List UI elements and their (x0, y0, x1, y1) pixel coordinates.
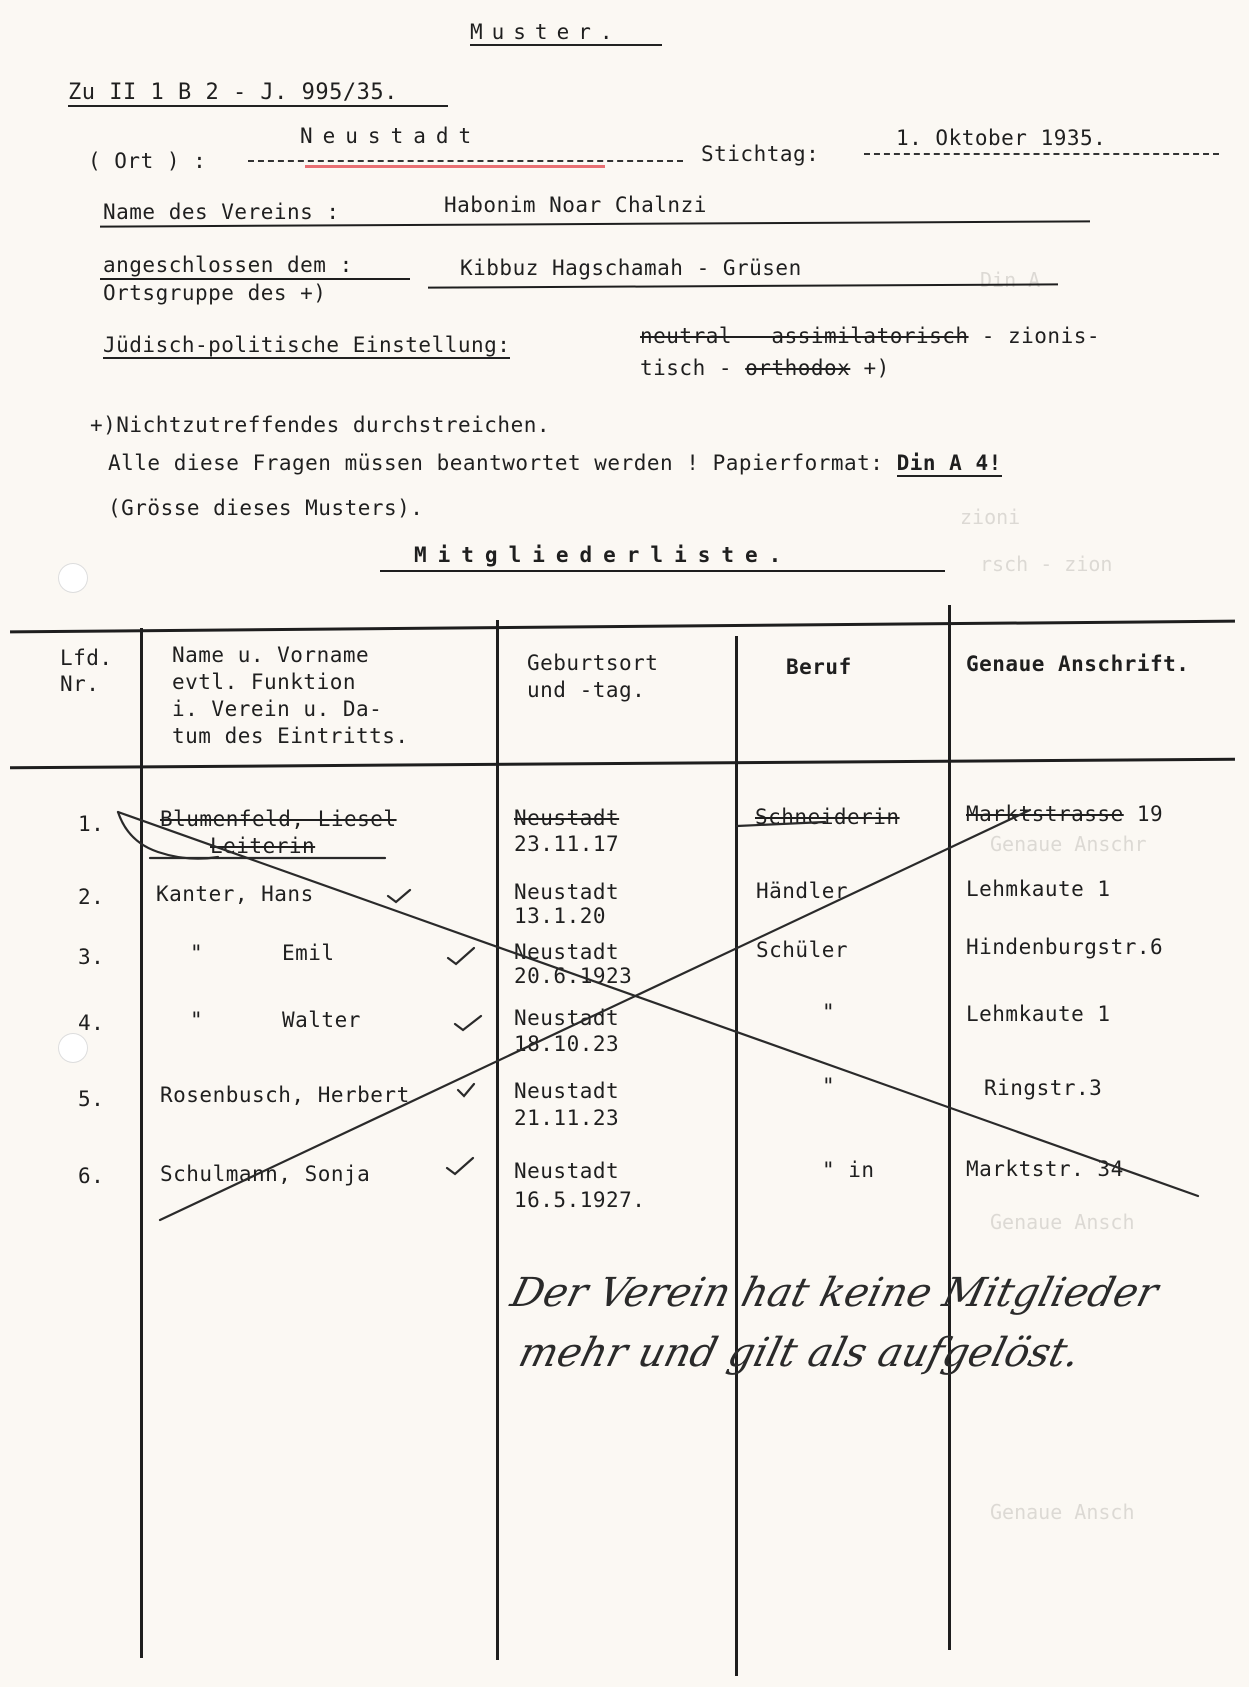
row-geburtsort: Neustadt (514, 940, 620, 964)
row-geburtsort: Neustadt (514, 880, 620, 904)
row-anschrift: Marktstr. 34 (966, 1157, 1124, 1181)
bleed-through: Genaue Anschr (990, 832, 1147, 856)
angeschlossen-value: Kibbuz Hagschamah - Grüsen (460, 256, 802, 280)
bleed-through: Genaue Ansch (990, 1500, 1135, 1524)
header-nr-line: Nr. (60, 672, 100, 696)
handwritten-remark-line-2: mehr und gilt als aufgelöst. (514, 1330, 1085, 1376)
row-anschrift: Lehmkaute 1 (966, 877, 1111, 901)
row-nr: 3. (78, 945, 105, 969)
ort-value: Neustadt (300, 124, 482, 148)
row-beruf: " (822, 1000, 836, 1024)
row-geburtsort: Neustadt (514, 1079, 620, 1103)
verein-value: Habonim Noar Chalnzi (444, 193, 707, 217)
row-anschrift: Lehmkaute 1 (966, 1002, 1111, 1026)
stichtag-value: 1. Oktober 1935. (896, 126, 1107, 150)
row-name: Schulmann, Sonja (160, 1162, 371, 1186)
handwritten-remark-line-1: Der Verein hat keine Mitglieder (506, 1270, 1163, 1316)
check-icon (447, 1158, 473, 1174)
einstellung-struck-1: neutral - assimilatorisch (640, 324, 969, 348)
header-beruf: Beruf (786, 655, 852, 679)
row-geburtsdatum: 21.11.23 (514, 1106, 620, 1130)
row-nr: 2. (78, 885, 105, 909)
row-beruf: " in (822, 1158, 875, 1182)
row-geburtsdatum: 18.10.23 (514, 1032, 620, 1056)
row-function: Leiterin (210, 834, 316, 858)
row-nr: 6. (78, 1164, 105, 1188)
note-line-2-text: Alle diese Fragen müssen beantwortet werden ! Papierformat: (108, 451, 884, 475)
row-name: " Walter (190, 1008, 361, 1032)
bleed-through: Din A (980, 268, 1041, 292)
einstellung-end: +) (850, 356, 890, 380)
strike-stroke (737, 822, 825, 826)
row-nr: 4. (78, 1011, 105, 1035)
row-anschrift: Hindenburgstr.6 (966, 935, 1164, 959)
header-anschrift: Genaue Anschrift. (966, 652, 1190, 676)
bleed-through: zioni (960, 505, 1021, 529)
cross-out-stroke (118, 812, 1198, 1196)
row-name: Kanter, Hans (156, 882, 314, 906)
row-name: Blumenfeld, Liesel (160, 807, 397, 831)
bleed-through: rsch - zion (980, 552, 1113, 576)
row-name: Rosenbusch, Herbert (160, 1083, 410, 1107)
header-nr-line: Lfd. (60, 646, 113, 670)
list-title: Mitgliederliste. (414, 543, 793, 567)
row-geburtsdatum: 20.6.1923 (514, 964, 633, 988)
curl-stroke (118, 812, 218, 859)
doc-title: Muster. (470, 20, 662, 46)
note-line-1: +)Nichtzutreffendes durchstreichen. (90, 413, 551, 437)
einstellung-struck-2: orthodox (745, 356, 851, 380)
cross-out-stroke (160, 810, 1030, 1220)
row-geburtsort: Neustadt (514, 1006, 620, 1030)
header-name-line: tum des Eintritts. (172, 724, 409, 748)
check-icon (448, 948, 474, 964)
row-beruf: " (822, 1074, 836, 1098)
row-anschrift: Ringstr.3 (984, 1076, 1103, 1100)
row-geburtsdatum: 23.11.17 (514, 832, 620, 856)
row-nr: 5. (78, 1087, 105, 1111)
ortsgruppe-label: Ortsgruppe des +) (103, 281, 327, 305)
row-anschrift-number: 19 (1136, 802, 1164, 826)
bleed-through: Genaue Ansch (990, 1210, 1135, 1234)
row-geburtsort: Neustadt (514, 806, 620, 830)
einstellung-line2: tisch - (640, 356, 746, 380)
row-anschrift-street: Marktstrasse (966, 802, 1124, 826)
row-geburtsdatum: 13.1.20 (514, 904, 607, 928)
row-beruf: Schüler (756, 938, 849, 962)
row-beruf: Schneiderin (755, 805, 900, 829)
stichtag-label: Stichtag: (701, 142, 820, 166)
check-icon (455, 1016, 481, 1030)
header-geburt-line: und -tag. (527, 678, 646, 702)
einstellung-sep: - zionis- (968, 324, 1101, 348)
check-icon (458, 1084, 474, 1096)
row-geburtsdatum: 16.5.1927. (514, 1188, 646, 1212)
header-geburt-line: Geburtsort (527, 651, 659, 675)
ort-label: ( Ort ) : (88, 149, 207, 173)
einstellung-label: Jüdisch-politische Einstellung: (103, 333, 511, 357)
row-name: " Emil (190, 941, 335, 965)
note-line-3: (Grösse dieses Musters). (108, 496, 424, 520)
row-nr: 1. (78, 812, 105, 836)
header-name-line: evtl. Funktion (172, 670, 357, 694)
angeschlossen-label: angeschlossen dem : (103, 253, 353, 277)
header-name-line: Name u. Vorname (172, 643, 370, 667)
row-beruf: Händler (756, 879, 849, 903)
verein-label: Name des Vereins : (103, 200, 340, 224)
check-icon (388, 890, 410, 902)
reference-number: Zu II 1 B 2 - J. 995/35. (68, 80, 448, 107)
row-geburtsort: Neustadt (514, 1159, 620, 1183)
papierformat-value: Din A 4! (896, 451, 1002, 475)
header-name-line: i. Verein u. Da- (172, 697, 383, 721)
